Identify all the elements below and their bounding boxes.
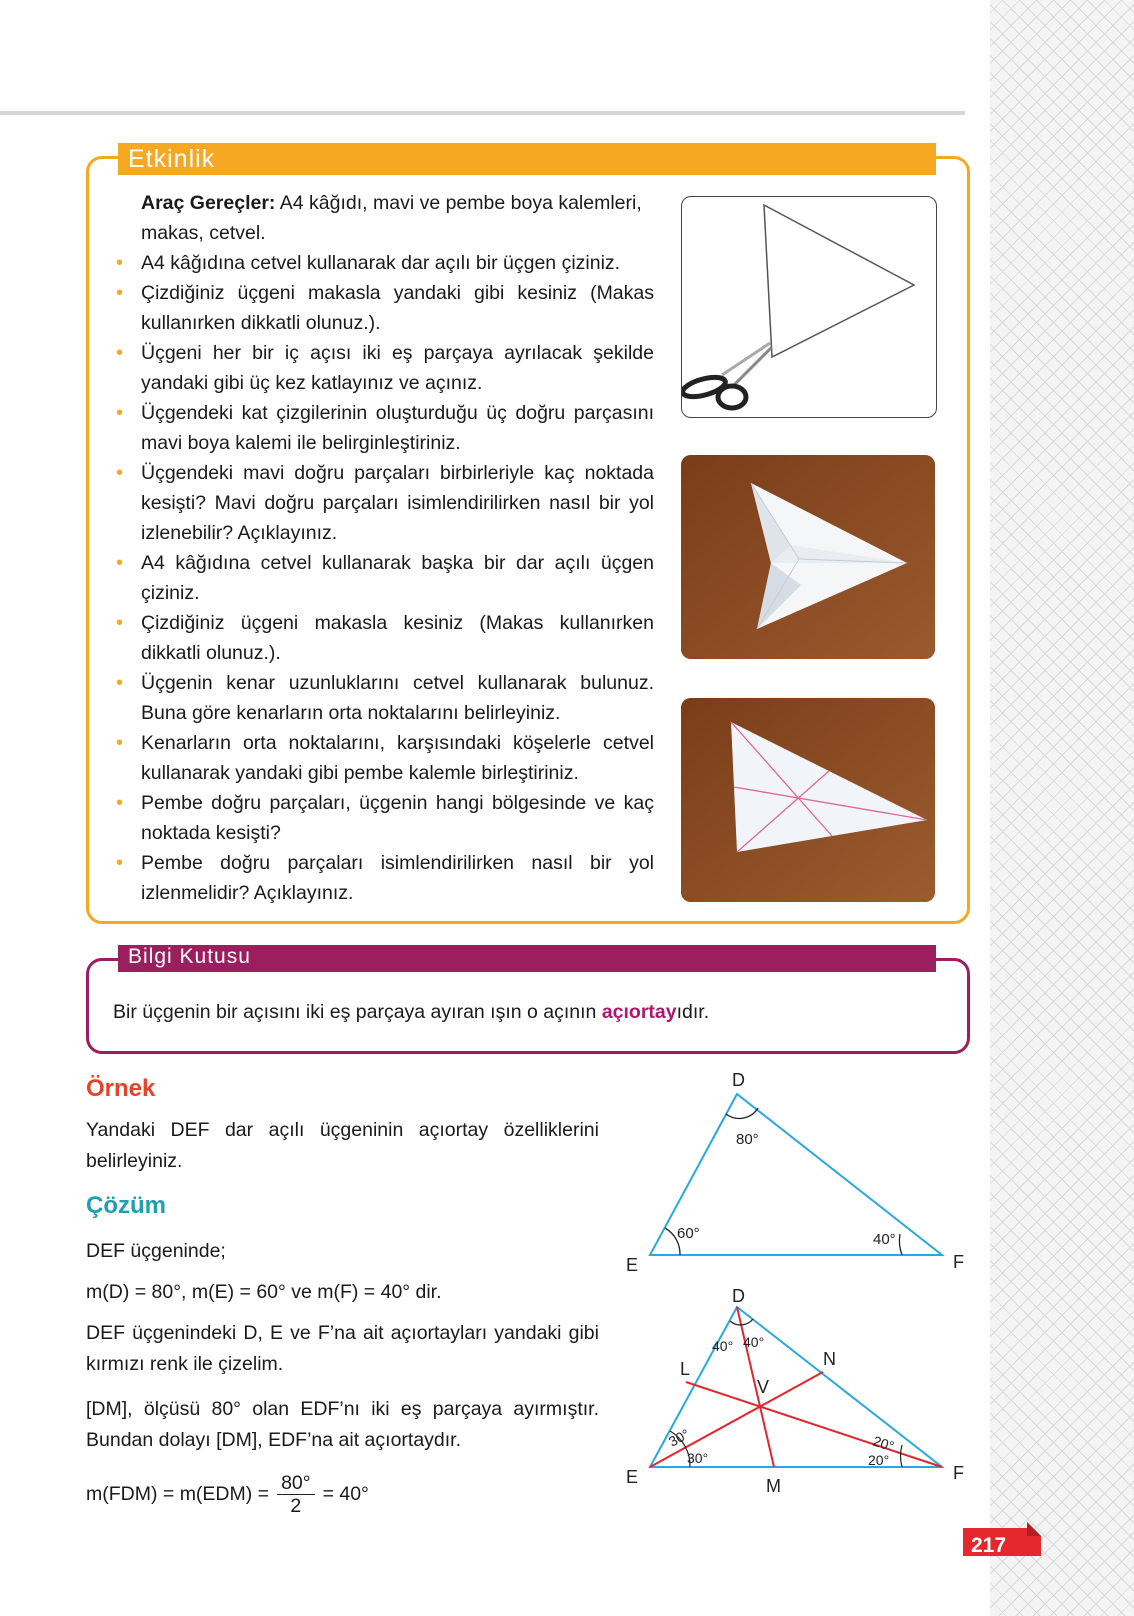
label-d-2: D	[732, 1286, 745, 1306]
label-l: L	[680, 1359, 691, 1379]
label-f-2: F	[953, 1463, 964, 1483]
angle-label-f: 40°	[873, 1231, 896, 1248]
angle-label-d-left: 40°	[712, 1338, 734, 1354]
list-item: • Çizdiğiniz üçgeni makasla yandaki gibi kesiniz (Makas kullanırken dikkatli olunuz.).	[116, 278, 654, 338]
etkinlik-text	[116, 188, 654, 908]
angle-label-e: 60°	[677, 1225, 700, 1242]
bisector-fl	[686, 1382, 942, 1467]
list-item: • Kenarların orta noktalarını, karşısındaki köşelerle cetvel kullanarak yandaki gibi pembe kalemle birleştiriniz.	[116, 728, 654, 788]
list-item: • A4 kâğıdına cetvel kullanarak dar açılı bir üçgen çiziniz.	[116, 248, 654, 278]
cozum-heading: Çözüm	[86, 1192, 166, 1219]
top-rule	[0, 111, 965, 115]
list-item: • Pembe doğru parçaları, üçgenin hangi bölgesinde ve kaç noktada kesişti?	[116, 788, 654, 848]
formula-right: = 40°	[322, 1483, 369, 1505]
photo-triangle-scissors	[681, 196, 937, 418]
list-item: • Üçgeni her bir iç açısı iki eş parçaya ayrılacak şekilde yandaki gibi üç kez katlayınız ve açınız.	[116, 338, 654, 398]
cozum-line-3: DEF üçgenindeki D, E ve F’na ait açıortayları yandaki gibi kırmızı renk ile çizelim.	[86, 1322, 599, 1375]
etkinlik-title: Etkinlik	[128, 145, 216, 173]
list-item: • Üçgendeki kat çizgilerinin oluşturduğu üç doğru parçasını mavi boya kalemi ile belirginleştiriniz.	[116, 398, 654, 458]
angle-label-e-bottom: 30°	[687, 1450, 709, 1466]
info-text-start: Bir üçgenin bir açısını iki eş parçaya ayıran ışın o açının	[113, 1001, 602, 1023]
label-f: F	[953, 1252, 964, 1272]
activity-list	[116, 248, 654, 908]
list-item: • Üçgendeki mavi doğru parçaları birbirleriyle kaç noktada kesişti? Mavi doğru parçaları isimlendirilirken nasıl bir yol izlenebilir? Açıklayınız.	[116, 458, 654, 548]
info-highlight: açıortay	[601, 1001, 677, 1023]
figure-bisectors-triangle	[620, 1285, 970, 1500]
angle-label-f-top: 20°	[871, 1432, 897, 1455]
side-pattern	[990, 0, 1134, 1616]
cozum-line-4: [DM], ölçüsü 80° olan EDF’nı iki eş parçaya ayırmıştır. Bundan dolayı [DM], EDF’na ait açıortaydır.	[86, 1398, 599, 1451]
cozum-line-1: DEF üçgeninde;	[86, 1240, 226, 1262]
angle-label-e-top: 30°	[665, 1425, 693, 1450]
label-e: E	[626, 1255, 639, 1273]
fraction	[277, 1472, 315, 1517]
info-text-end: ıdır.	[676, 1001, 710, 1023]
angle-label-d-right: 40°	[743, 1334, 765, 1350]
bilgi-kutusu-text	[113, 1001, 709, 1024]
etkinlik-header-bar	[118, 143, 936, 175]
page-number: 217	[971, 1534, 1007, 1557]
cozum-line-2: m(D) = 80°, m(E) = 60° ve m(F) = 40° dir.	[86, 1281, 442, 1303]
angle-label-d: 80°	[736, 1131, 759, 1148]
cozum-line-5	[86, 1472, 486, 1517]
photo-medians-triangle	[681, 698, 935, 902]
tools-text: A4 kâğıdı, mavi ve pembe boya kalemleri, makas, cetvel.	[141, 192, 642, 244]
ornek-text: Yandaki DEF dar açılı üçgeninin açıortay özelliklerini belirleyiniz.	[86, 1119, 599, 1172]
tools-line	[116, 188, 654, 248]
label-m: M	[766, 1476, 781, 1496]
ornek-heading: Örnek	[86, 1075, 156, 1102]
photo-folded-triangle	[681, 455, 935, 659]
angle-arc-f	[899, 1234, 902, 1255]
list-item: • Üçgenin kenar uzunluklarını cetvel kullanarak bulunuz. Buna göre kenarların orta noktalarını belirleyiniz.	[116, 668, 654, 728]
label-n: N	[823, 1349, 836, 1369]
label-e-2: E	[626, 1467, 639, 1487]
label-v: V	[757, 1377, 770, 1397]
angle-arc-d	[726, 1108, 758, 1118]
tools-label: Araç Gereçler:	[141, 192, 276, 214]
bilgi-kutusu-title: Bilgi Kutusu	[128, 945, 251, 968]
formula-left: m(FDM) = m(EDM) =	[86, 1483, 270, 1505]
label-d: D	[732, 1070, 745, 1090]
list-item: • Pembe doğru parçaları isimlendirilirken nasıl bir yol izlenmelidir? Açıklayınız.	[116, 848, 654, 908]
angle-label-f-bottom: 20°	[868, 1452, 890, 1468]
fraction-denominator: 2	[290, 1495, 302, 1517]
list-item: • A4 kâğıdına cetvel kullanarak başka bir dar açılı üçgen çiziniz.	[116, 548, 654, 608]
figure-def-triangle	[620, 1068, 970, 1273]
fraction-numerator: 80°	[277, 1472, 315, 1495]
angle-arc-f-2	[901, 1445, 902, 1467]
list-item: • Çizdiğiniz üçgeni makasla kesiniz (Makas kullanırken dikkatli olunuz.).	[116, 608, 654, 668]
page-number-tab	[963, 1522, 1053, 1562]
